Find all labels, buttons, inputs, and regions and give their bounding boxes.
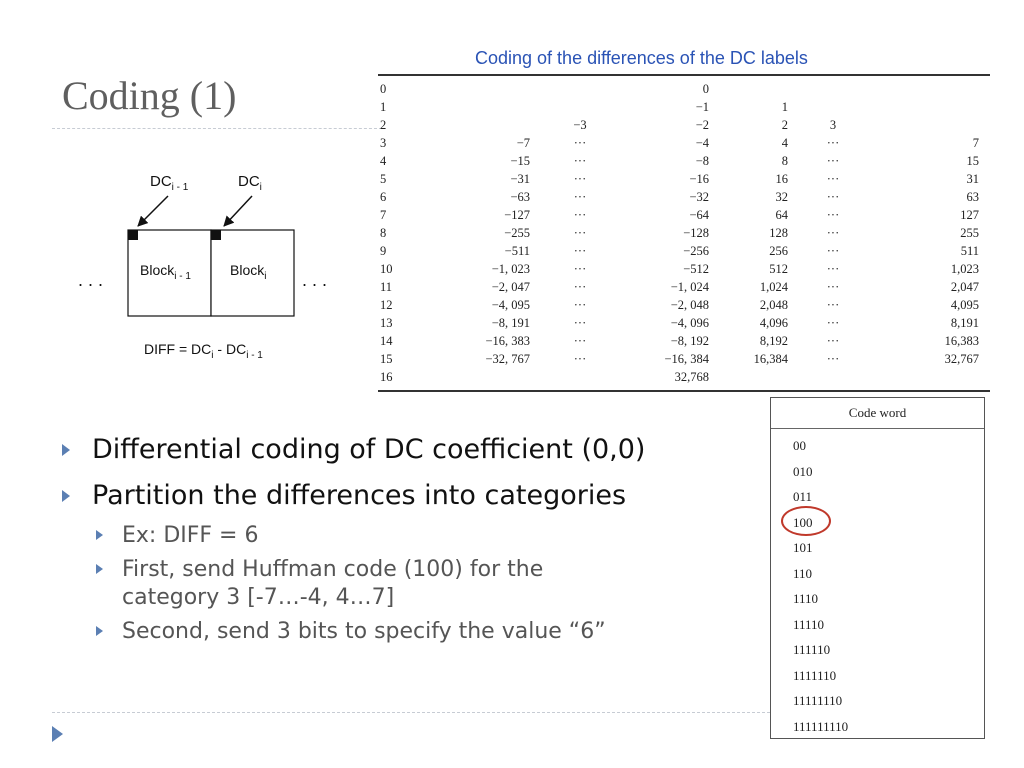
category-value-cell: ··· bbox=[573, 226, 587, 240]
category-value-cell bbox=[878, 116, 979, 134]
category-value-cell: −7 bbox=[516, 136, 530, 150]
category-number-cell: 3 bbox=[380, 136, 387, 150]
code-word-item: 1111110 bbox=[793, 667, 837, 683]
category-value-cell: ··· bbox=[826, 208, 840, 222]
category-value-cell: ··· bbox=[573, 334, 587, 348]
table-bottom-rule bbox=[378, 390, 990, 392]
category-value-cell bbox=[788, 98, 878, 116]
category-value-cell: −255 bbox=[504, 226, 530, 240]
category-value-cell: −1, 024 bbox=[670, 280, 709, 294]
category-value-cell: ··· bbox=[573, 262, 587, 276]
category-value-cell: ··· bbox=[826, 136, 840, 150]
category-value-cell: 2,047 bbox=[950, 280, 979, 294]
category-value-cell: ··· bbox=[573, 352, 587, 366]
category-value-cell bbox=[420, 80, 530, 98]
footer-arrow-icon bbox=[52, 726, 63, 742]
category-value-cell bbox=[878, 368, 979, 386]
category-value-cell: 31 bbox=[966, 172, 979, 186]
category-value-cell: ··· bbox=[573, 280, 587, 294]
category-value-cell: −2, 047 bbox=[491, 280, 530, 294]
category-value-cell bbox=[709, 368, 788, 386]
diff-formula: DIFF = $DC_i - DC_{i - 1}$ bbox=[144, 341, 263, 361]
bullet-arrow-icon bbox=[62, 490, 70, 502]
category-row bbox=[380, 188, 979, 206]
dc-cur-arrow bbox=[224, 196, 252, 226]
sub-bullet-item bbox=[62, 522, 762, 550]
category-number-cell: 7 bbox=[380, 208, 387, 222]
category-value-cell: 63 bbox=[966, 190, 979, 204]
dc-prev-marker bbox=[128, 230, 138, 240]
category-number-cell: 1 bbox=[380, 100, 387, 114]
slide-title: Coding (1) bbox=[62, 73, 237, 118]
block-prev-label: Block$_{i - 1}$ bbox=[140, 262, 191, 282]
category-value-cell bbox=[788, 368, 878, 386]
category-value-cell: 4 bbox=[781, 136, 788, 150]
category-value-cell: −128 bbox=[683, 226, 709, 240]
category-table-caption: Coding of the differences of the DC labels bbox=[475, 48, 808, 68]
category-value-cell: −2, 048 bbox=[670, 298, 709, 312]
category-value-cell: −1 bbox=[695, 100, 709, 114]
category-value-cell: 32 bbox=[775, 190, 788, 204]
dc-prev-label: $DC_{i - 1}$ bbox=[150, 173, 189, 193]
table-top-rule bbox=[378, 74, 990, 76]
category-row bbox=[380, 332, 979, 350]
sub-bullet-text: Ex: DIFF = 6 bbox=[122, 523, 259, 548]
category-value-cell: 3 bbox=[829, 118, 837, 132]
category-value-cell: −32 bbox=[689, 190, 709, 204]
category-value-cell: 8 bbox=[781, 154, 788, 168]
category-value-cell: 1,024 bbox=[759, 280, 788, 294]
category-value-cell: −4, 095 bbox=[491, 298, 530, 312]
category-value-cell: ··· bbox=[826, 262, 840, 276]
category-value-cell: 15 bbox=[966, 154, 979, 168]
category-value-cell: −511 bbox=[504, 244, 530, 258]
category-value-cell bbox=[420, 116, 530, 134]
category-value-cell: 1 bbox=[781, 100, 788, 114]
highlight-circle bbox=[781, 506, 831, 536]
category-number-cell: 10 bbox=[380, 262, 393, 276]
category-value-cell: −63 bbox=[510, 190, 530, 204]
category-value-cell: −8, 191 bbox=[491, 316, 530, 330]
category-value-cell: 4,095 bbox=[950, 298, 979, 312]
category-number-cell: 5 bbox=[380, 172, 387, 186]
category-value-cell bbox=[709, 80, 788, 98]
category-value-cell: −512 bbox=[683, 262, 709, 276]
category-value-cell: 512 bbox=[769, 262, 788, 276]
category-value-cell: ··· bbox=[826, 226, 840, 240]
category-value-cell: 16,384 bbox=[753, 352, 788, 366]
code-word-item: 100 bbox=[793, 514, 813, 530]
category-number-cell: 0 bbox=[380, 82, 387, 96]
category-value-cell: −8, 192 bbox=[670, 334, 709, 348]
category-number-cell: 9 bbox=[380, 244, 387, 258]
category-value-cell: ··· bbox=[826, 316, 840, 330]
category-value-cell: 127 bbox=[960, 208, 979, 222]
category-value-cell: 128 bbox=[769, 226, 788, 240]
category-value-cell: ··· bbox=[573, 190, 587, 204]
category-number-cell: 8 bbox=[380, 226, 387, 240]
category-value-cell bbox=[530, 368, 630, 386]
category-value-cell: −1, 023 bbox=[491, 262, 530, 276]
category-value-cell: −2 bbox=[695, 118, 709, 132]
category-row bbox=[380, 134, 979, 152]
code-word-list bbox=[771, 433, 984, 739]
category-row bbox=[380, 206, 979, 224]
category-row bbox=[380, 80, 979, 98]
category-value-cell: 32,767 bbox=[944, 352, 979, 366]
category-value-cell bbox=[878, 98, 979, 116]
category-value-cell: −256 bbox=[683, 244, 709, 258]
category-value-cell: ··· bbox=[826, 244, 840, 258]
category-value-cell: 511 bbox=[960, 244, 979, 258]
category-value-cell: 8,192 bbox=[759, 334, 788, 348]
category-number-cell: 2 bbox=[380, 118, 387, 132]
bullet-item bbox=[62, 430, 762, 470]
category-value-cell bbox=[788, 80, 878, 98]
code-word-item: 111110 bbox=[793, 642, 831, 657]
category-row bbox=[380, 278, 979, 296]
category-value-cell bbox=[530, 98, 630, 116]
sub-bullet-item bbox=[62, 556, 642, 612]
code-word-item: 00 bbox=[793, 438, 806, 453]
category-value-cell: 16 bbox=[775, 172, 788, 186]
category-value-cell: −127 bbox=[504, 208, 530, 222]
category-value-cell: 32,768 bbox=[674, 370, 709, 384]
category-value-cell: 255 bbox=[960, 226, 979, 240]
sub-bullet-item bbox=[62, 618, 762, 646]
category-value-cell bbox=[420, 368, 530, 386]
category-value-cell: 8,191 bbox=[950, 316, 979, 330]
code-word-item: 110 bbox=[793, 565, 813, 581]
category-value-cell: −16 bbox=[689, 172, 709, 186]
category-row bbox=[380, 296, 979, 314]
category-value-cell: −4, 096 bbox=[670, 316, 709, 330]
sub-bullet-text: Second, send 3 bits to specify the value “6” bbox=[122, 619, 606, 644]
category-row bbox=[380, 116, 979, 134]
dc-cur-label: $DC_i$ bbox=[238, 173, 262, 193]
code-word-item: 11110 bbox=[793, 616, 825, 632]
category-value-cell: ··· bbox=[826, 352, 840, 366]
sub-bullet-text: First, send Huffman code (100) for the category 3 [-7…-4, 4…7] bbox=[122, 557, 544, 610]
bullet-list bbox=[62, 430, 762, 646]
category-value-cell bbox=[530, 80, 630, 98]
category-value-cell: ··· bbox=[573, 136, 587, 150]
category-value-cell: ··· bbox=[826, 298, 840, 312]
sub-bullet-arrow-icon bbox=[96, 564, 103, 574]
ellipsis-left: . . . bbox=[78, 270, 104, 290]
code-word-item: 111111110 bbox=[793, 718, 849, 734]
code-word-header: Code word bbox=[771, 398, 984, 429]
category-number-cell: 13 bbox=[380, 316, 393, 330]
category-value-cell: ··· bbox=[826, 172, 840, 186]
category-value-cell: −64 bbox=[689, 208, 709, 222]
category-value-cell: 4,096 bbox=[759, 316, 788, 330]
category-value-cell: 2 bbox=[781, 118, 788, 132]
code-word-item: 010 bbox=[793, 463, 813, 479]
code-word-item: 011 bbox=[793, 489, 813, 504]
code-word-table bbox=[770, 397, 985, 739]
category-number-cell: 6 bbox=[380, 190, 387, 204]
category-value-cell: ··· bbox=[826, 190, 840, 204]
ellipsis-right: . . . bbox=[302, 270, 328, 290]
category-value-cell: −16, 383 bbox=[485, 334, 530, 348]
category-value-cell: ··· bbox=[573, 244, 587, 258]
dc-difference-diagram bbox=[72, 160, 362, 370]
footer-divider bbox=[52, 712, 770, 713]
category-row bbox=[380, 152, 979, 170]
category-value-cell: −4 bbox=[695, 136, 709, 150]
category-value-cell: ··· bbox=[573, 298, 587, 312]
category-number-cell: 16 bbox=[380, 370, 393, 384]
category-value-cell: 1,023 bbox=[950, 262, 979, 276]
category-value-cell: −15 bbox=[510, 154, 530, 168]
dc-cur-marker bbox=[211, 230, 221, 240]
category-value-cell: −16, 384 bbox=[664, 352, 709, 366]
category-row bbox=[380, 350, 979, 368]
category-value-cell: 2,048 bbox=[759, 298, 788, 312]
bullet-arrow-icon bbox=[62, 444, 70, 456]
dc-prev-arrow bbox=[138, 196, 168, 226]
category-value-cell: −8 bbox=[695, 154, 709, 168]
sub-bullet-arrow-icon bbox=[96, 530, 103, 540]
category-row bbox=[380, 242, 979, 260]
category-table bbox=[380, 80, 979, 386]
category-number-cell: 11 bbox=[380, 280, 393, 294]
category-value-cell: 16,383 bbox=[944, 334, 979, 348]
category-row bbox=[380, 314, 979, 332]
category-value-cell: ··· bbox=[573, 154, 587, 168]
category-value-cell: −32, 767 bbox=[485, 352, 530, 366]
category-value-cell: ··· bbox=[573, 316, 587, 330]
category-row bbox=[380, 170, 979, 188]
code-word-item: 101 bbox=[793, 540, 813, 555]
category-row bbox=[380, 224, 979, 242]
category-value-cell: 7 bbox=[972, 136, 979, 150]
category-value-cell: ··· bbox=[826, 154, 840, 168]
category-number-cell: 14 bbox=[380, 334, 393, 348]
sub-bullet-arrow-icon bbox=[96, 626, 103, 636]
bullet-text: Partition the differences into categories bbox=[92, 480, 627, 511]
bullet-text: Differential coding of DC coefficient (0,0) bbox=[92, 434, 646, 465]
category-row bbox=[380, 98, 979, 116]
category-value-cell bbox=[878, 80, 979, 98]
title-divider bbox=[52, 128, 382, 129]
category-number-cell: 12 bbox=[380, 298, 393, 312]
category-value-cell: −31 bbox=[510, 172, 530, 186]
category-number-cell: 4 bbox=[380, 154, 387, 168]
category-value-cell: ··· bbox=[826, 280, 840, 294]
category-row bbox=[380, 368, 979, 386]
category-value-cell: 256 bbox=[769, 244, 788, 258]
category-row bbox=[380, 260, 979, 278]
category-value-cell: −3 bbox=[573, 118, 587, 132]
category-value-cell: ··· bbox=[573, 208, 587, 222]
code-word-item: 11111110 bbox=[793, 693, 843, 708]
category-value-cell: 0 bbox=[702, 82, 709, 96]
category-number-cell: 15 bbox=[380, 352, 393, 366]
code-word-item: 1110 bbox=[793, 591, 819, 606]
category-value-cell: ··· bbox=[573, 172, 587, 186]
block-cur-label: Block$_i$ bbox=[230, 262, 267, 282]
category-value-cell: ··· bbox=[826, 334, 840, 348]
bullet-item bbox=[62, 476, 762, 516]
category-value-cell: 64 bbox=[775, 208, 788, 222]
category-value-cell bbox=[420, 98, 530, 116]
